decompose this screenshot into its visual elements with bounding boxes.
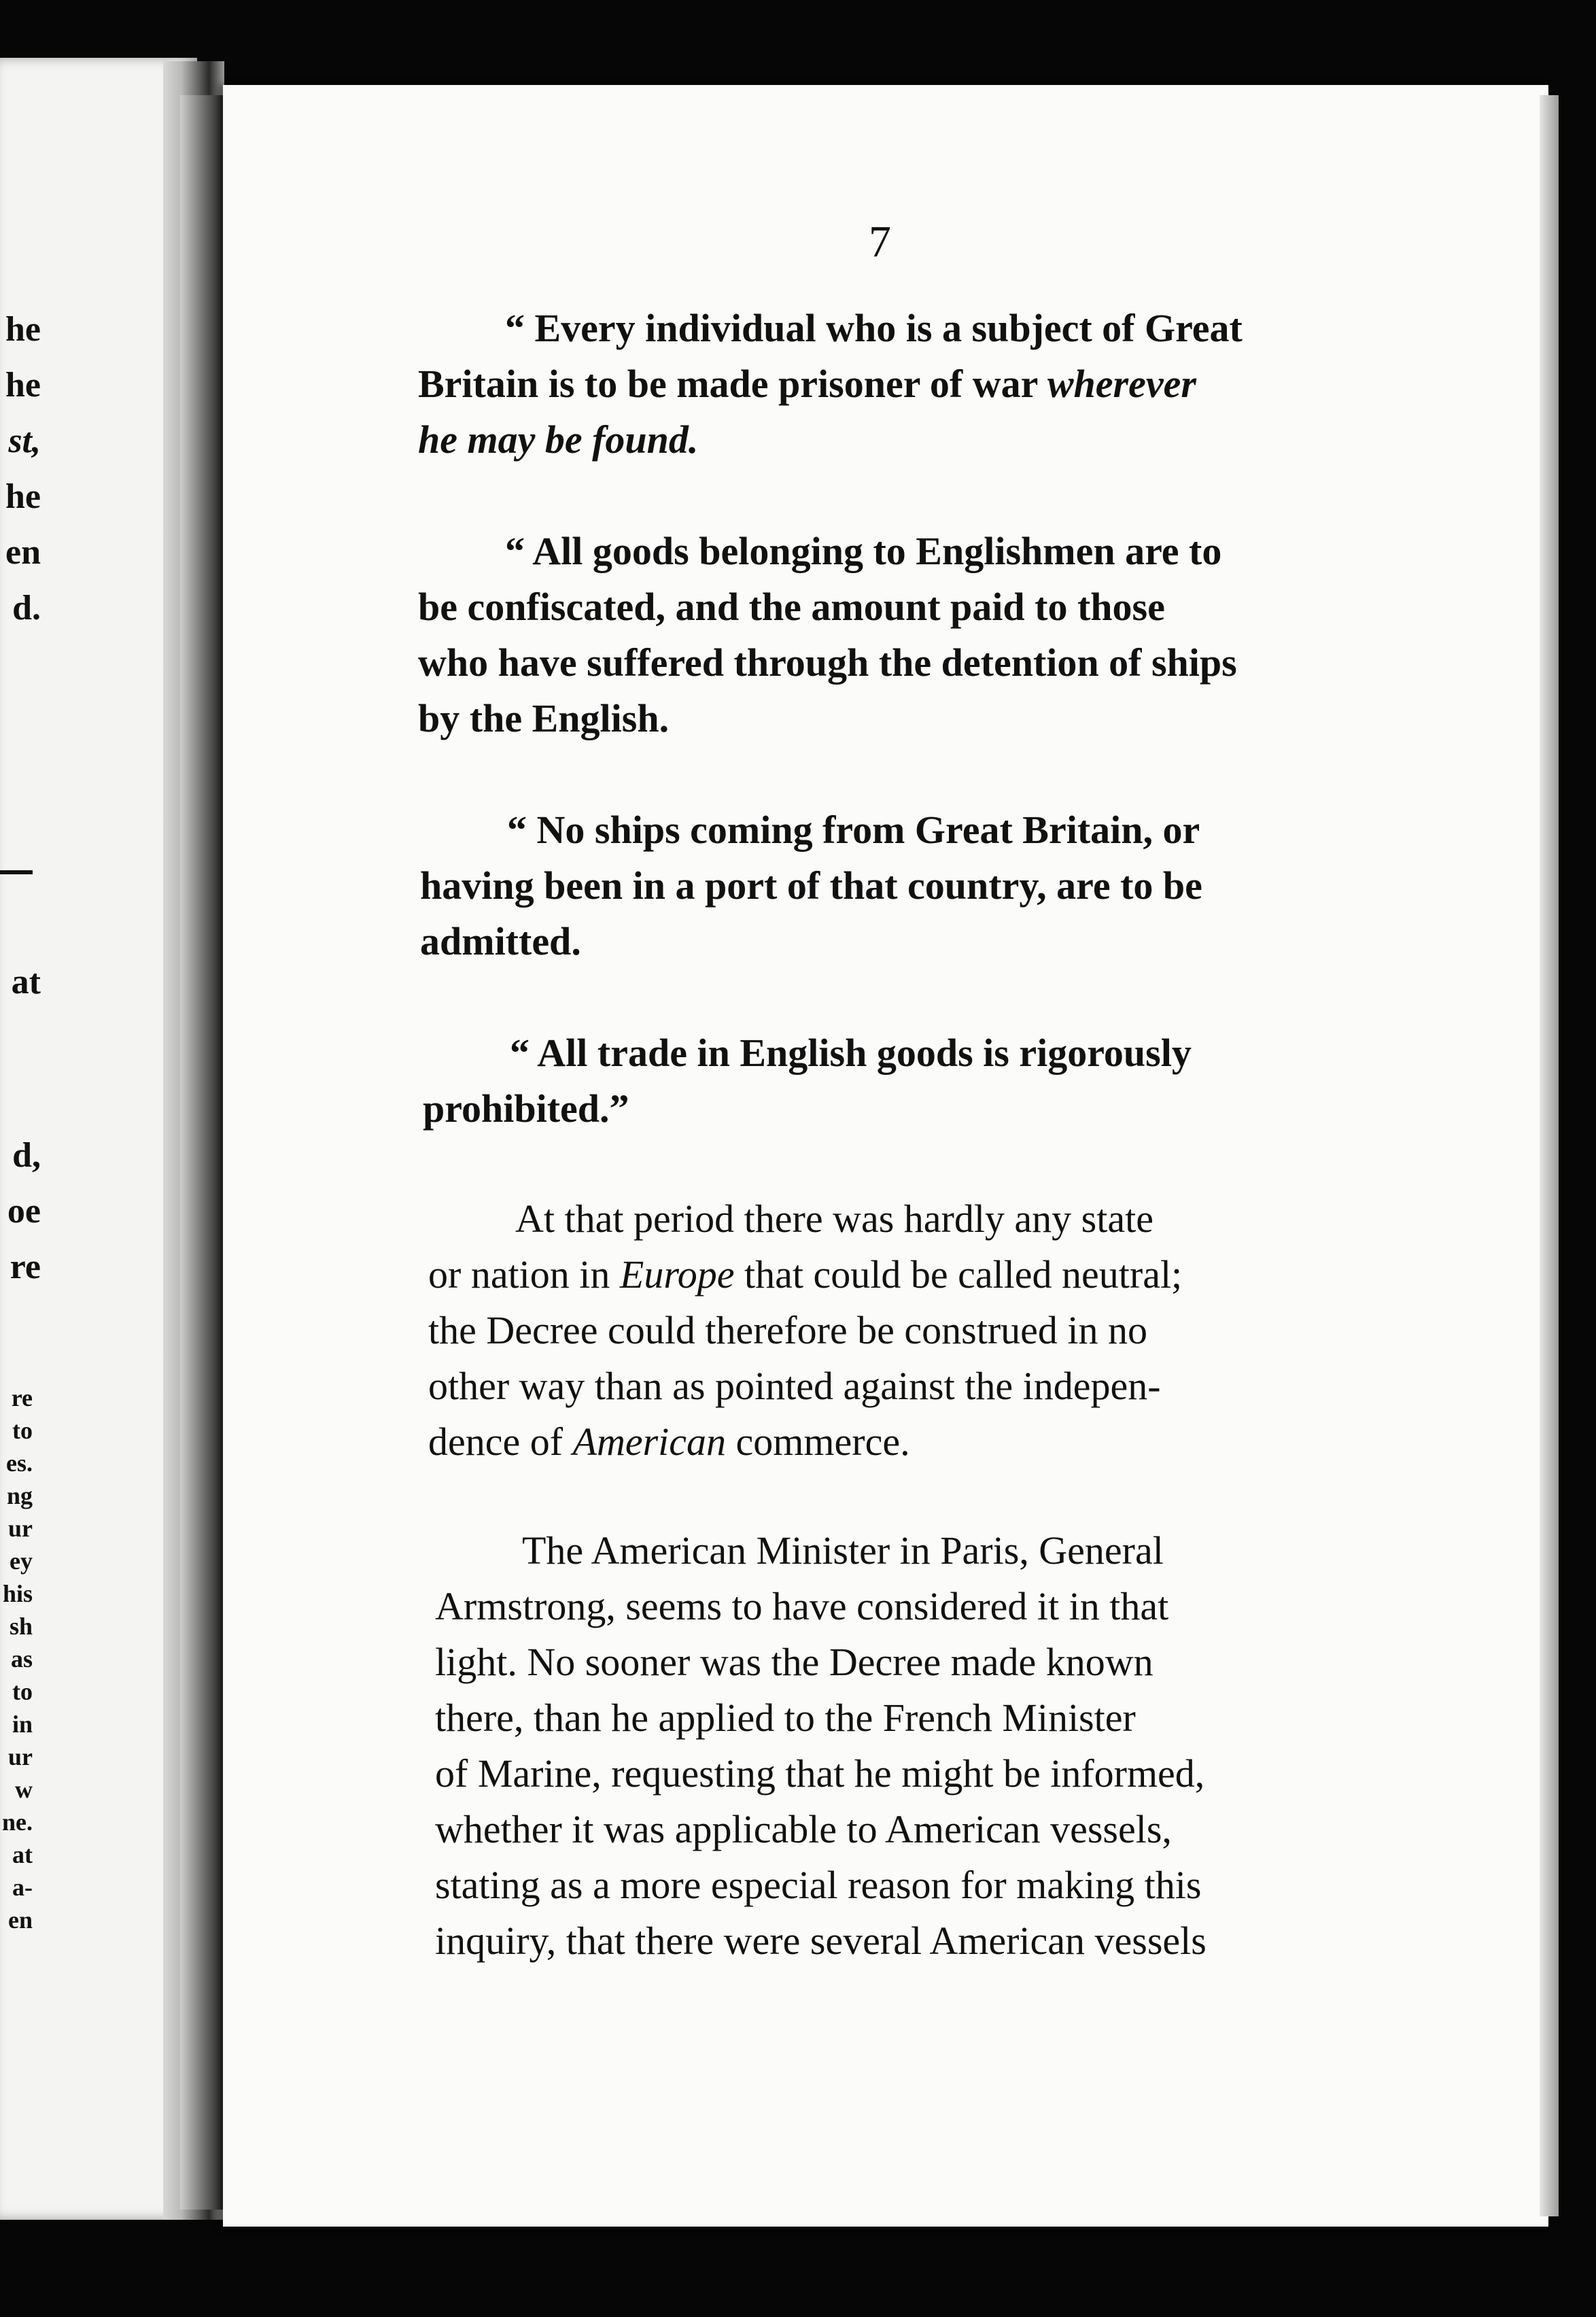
text-line: who have suffered through the detention of ships (418, 640, 1237, 685)
left-page-fragment: d, (12, 1136, 41, 1175)
left-page-fragment: en (5, 533, 41, 572)
main-page-edge (1540, 95, 1559, 2216)
left-page-fragment: ur (8, 1743, 33, 1770)
paragraph-6 (435, 1523, 1373, 1969)
text-line: whether it was applicable to American vessels, (435, 1807, 1172, 1851)
paragraph-1 (418, 301, 1349, 468)
text-line: “ Every individual who is a subject of Great (505, 306, 1243, 350)
text-line: The American Minister in Paris, General (522, 1528, 1164, 1573)
text-line: there, than he applied to the French Minister (435, 1696, 1136, 1740)
left-page-fragment: in (12, 1711, 33, 1738)
left-page-fragment: he (5, 366, 41, 405)
left-page-fragment: oe (7, 1192, 41, 1231)
left-page-fragment: ne. (2, 1808, 33, 1836)
left-page-fragment: w (15, 1776, 33, 1803)
paragraph-4 (423, 1025, 1361, 1137)
text-line: light. No sooner was the Decree made known (435, 1640, 1153, 1684)
text-line: prohibited.” (423, 1086, 629, 1131)
text-line: At that period there was hardly any state (515, 1197, 1153, 1241)
left-page-fragment: en (8, 1906, 33, 1934)
italic-word: American (572, 1420, 727, 1464)
page-number: 7 (869, 217, 891, 267)
left-page-fragment: at (12, 1841, 33, 1868)
text-line: by the English. (418, 696, 670, 740)
text-line: “ All trade in English goods is rigorously (510, 1031, 1192, 1075)
left-page-rule (0, 870, 33, 874)
book-gutter (180, 95, 228, 2210)
left-page-fragment: es. (6, 1449, 33, 1477)
italic-word: wherever (1047, 362, 1196, 406)
text-line: of Marine, requesting that he might be informed, (435, 1751, 1205, 1796)
left-page-fragment: a- (12, 1874, 33, 1901)
left-page-fragment: re (11, 1384, 33, 1411)
text-line: Armstrong, seems to have considered it in that (435, 1584, 1169, 1628)
left-page-fragment: to (12, 1678, 33, 1705)
text-line: be confiscated, and the amount paid to those (418, 585, 1165, 629)
text-line: having been in a port of that country, are to be (420, 863, 1202, 908)
left-page-fragment: sh (9, 1613, 33, 1640)
text-line: he may be found. (418, 417, 699, 462)
text-line: “ All goods belonging to Englishmen are to (505, 529, 1222, 573)
left-page-fragment: as (10, 1645, 33, 1672)
text-line: admitted. (420, 919, 581, 963)
text-line: or nation in Europe that could be called neutral; (428, 1252, 1183, 1297)
left-page-fragment: d. (12, 589, 41, 628)
left-page-fragment: ng (6, 1482, 33, 1509)
left-page-fragment: at (11, 963, 41, 1001)
text-line: Britain is to be made prisoner of war wherever (418, 362, 1196, 406)
text-line: other way than as pointed against the indepen- (428, 1364, 1161, 1408)
left-page-fragment: ur (8, 1515, 33, 1542)
left-page-fragment: st, (8, 422, 41, 460)
paragraph-2 (418, 524, 1356, 746)
italic-word: Europe (619, 1252, 735, 1297)
paragraph-3 (420, 802, 1358, 969)
left-page-fragment: his (2, 1580, 33, 1607)
left-page-fragment: re (10, 1248, 41, 1286)
text-line: dence of American commerce. (428, 1420, 910, 1464)
text-line: the Decree could therefore be construed in no (428, 1308, 1148, 1352)
left-page-fragment: ey (10, 1547, 33, 1575)
text-line: inquiry, that there were several American vessels (435, 1919, 1207, 1963)
left-page-fragment: he (5, 310, 41, 349)
left-page-fragment: he (5, 477, 41, 516)
text-line: “ No ships coming from Great Britain, or (507, 808, 1200, 852)
paragraph-5 (428, 1191, 1366, 1470)
left-page-fragment: to (12, 1417, 33, 1444)
text-line: stating as a more especial reason for making this (435, 1863, 1202, 1907)
